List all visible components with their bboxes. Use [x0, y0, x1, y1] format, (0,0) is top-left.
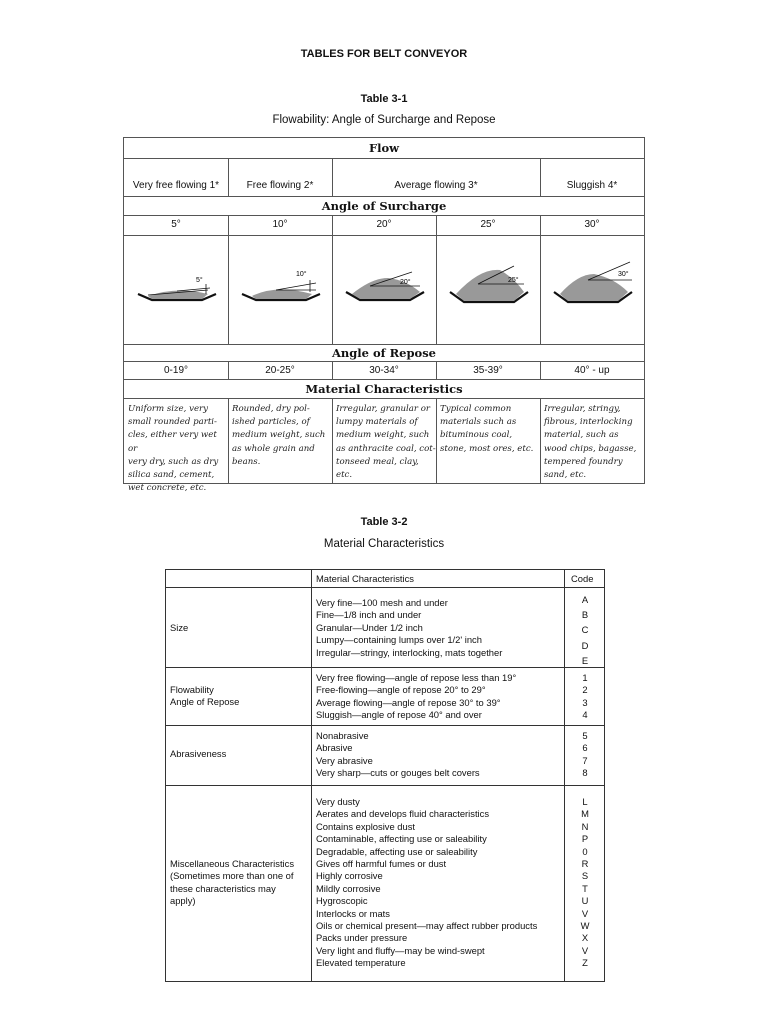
surcharge-diagram-10	[236, 256, 326, 308]
divider	[124, 215, 644, 216]
surcharge-header: Angle of Surcharge	[321, 199, 447, 213]
repose-range: 35-39°	[473, 365, 503, 376]
column-header-code: Code	[571, 573, 594, 584]
category-abrasiveness: Abrasiveness	[170, 748, 227, 759]
material-characteristics-header: Material Characteristics	[305, 382, 463, 396]
surcharge-angle: 10°	[272, 219, 288, 230]
repose-range: 0-19°	[163, 365, 188, 376]
flow-category: Sluggish 4*	[566, 180, 618, 191]
diagram-label: 20°	[400, 279, 411, 286]
abrasiveness-items: Nonabrasive Abrasive Very abrasive Very sharp—cuts or gouges belt covers	[316, 730, 480, 779]
material-description: Uniform size, very small rounded parti- cles, either very wet or very dry, such as dry silica sand, cement, wet concrete, etc.	[128, 404, 219, 494]
category-miscellaneous: Miscellaneous Characteristics (Sometimes more than one of these characteristics may apply)	[170, 858, 295, 907]
category-flowability: Flowability Angle of Repose	[170, 684, 240, 708]
table2-caption: Material Characteristics	[323, 538, 445, 550]
divider	[436, 398, 437, 483]
divider	[311, 570, 312, 981]
miscellaneous-codes: L M N P 0 R S T U V W X V Z	[580, 796, 590, 969]
divider	[564, 570, 565, 981]
category-size: Size	[170, 622, 189, 633]
diagram-label: 10°	[296, 271, 307, 278]
surcharge-diagram-5	[132, 256, 222, 308]
flowability-items: Very free flowing—angle of repose less than 19° Free-flowing—angle of repose 20° to 29° Average flowing—angle of repose 30° to 39° Sluggish—angle of repose 40° and over	[316, 672, 517, 721]
flow-category: Free flowing 2*	[246, 180, 314, 191]
divider	[124, 361, 644, 362]
repose-range: 40° - up	[574, 365, 610, 376]
document-title: TABLES FOR BELT CONVEYOR	[300, 48, 468, 60]
divider	[166, 785, 604, 786]
diagram-label: 5°	[196, 277, 203, 284]
abrasiveness-codes: 5 6 7 8	[582, 730, 588, 779]
surcharge-angle: 5°	[171, 219, 181, 230]
flow-category: Very free flowing 1*	[132, 180, 220, 191]
divider	[124, 344, 644, 345]
divider	[166, 667, 604, 668]
divider	[166, 587, 604, 588]
surcharge-angle: 30°	[584, 219, 600, 230]
diagram-label: 30°	[618, 271, 629, 278]
surcharge-diagram-25	[444, 256, 534, 308]
divider	[124, 379, 644, 380]
divider	[540, 398, 541, 483]
material-description: Irregular, stringy, fibrous, interlocking material, such as wood chips, bagasse, tempered foundry sand, etc.	[544, 404, 637, 481]
divider	[124, 158, 644, 159]
material-description: Rounded, dry pol- ished particles, of medium weight, such as whole grain and beans.	[232, 404, 326, 467]
divider	[166, 725, 604, 726]
repose-range: 30-34°	[369, 365, 399, 376]
flow-header: Flow	[368, 141, 400, 155]
flowability-codes: 1 2 3 4	[582, 672, 588, 721]
flow-category: Average flowing 3*	[394, 180, 478, 191]
repose-header: Angle of Repose	[331, 346, 436, 360]
miscellaneous-items: Very dusty Aerates and develops fluid characteristics Contains explosive dust Contaminable, affecting use or saleability Degradable, affecting use or saleability Gives off harmful fumes or dust Highly corrosive Mildly corrosive Hygroscopic Interlocks or mats Oils or chemical present—may affect rubber products Packs under pressure Very light and fluffy—may be wind-swept Elevated temperature	[316, 796, 538, 969]
material-description: Typical common materials such as bituminous coal, stone, most ores, etc.	[440, 404, 534, 454]
surcharge-diagram-30	[548, 256, 638, 308]
size-items: Very fine—100 mesh and under Fine—1/8 inch and under Granular—Under 1/2 inch Lumpy—containing lumps over 1/2' inch Irregular—stringy, interlocking, mats together	[316, 597, 503, 658]
divider	[124, 235, 644, 236]
column-header-characteristics: Material Characteristics	[316, 573, 414, 584]
surcharge-angle: 25°	[480, 219, 496, 230]
surcharge-diagram-20	[340, 256, 430, 308]
material-description: Irregular, granular or lumpy materials of medium weight, such as anthracite coal, cot- tonseed meal, clay, etc.	[336, 404, 436, 481]
divider	[332, 398, 333, 483]
repose-range: 20-25°	[265, 365, 295, 376]
surcharge-angle: 20°	[376, 219, 392, 230]
table2-label: Table 3-2	[360, 516, 408, 528]
material-characteristics-table	[165, 569, 605, 982]
table1-caption: Flowability: Angle of Surcharge and Repose	[272, 114, 496, 126]
divider	[124, 196, 644, 197]
divider	[228, 398, 229, 483]
size-codes: A B C D E	[581, 594, 589, 666]
diagram-label: 25°	[508, 277, 519, 284]
table1-label: Table 3-1	[360, 93, 408, 105]
flowability-table	[123, 137, 645, 494]
divider	[124, 398, 644, 399]
